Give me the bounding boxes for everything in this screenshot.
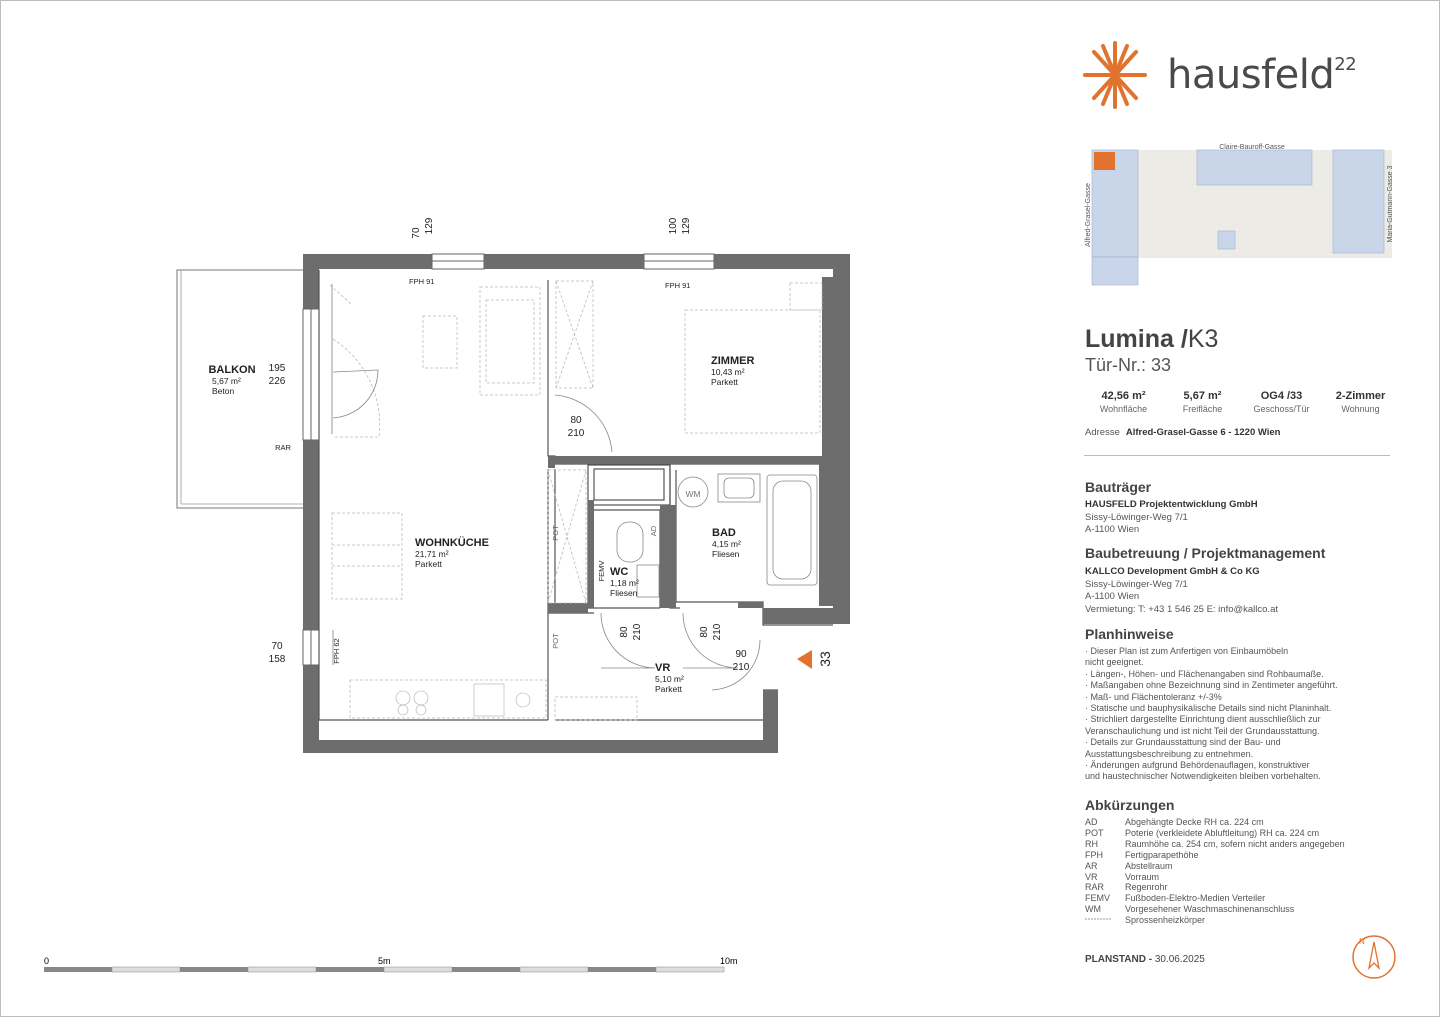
management-title: Baubetreuung / Projektmanagement xyxy=(1085,545,1326,561)
management-company: KALLCO Development GmbH & Co KG xyxy=(1085,566,1260,577)
street-top: Claire-Bauroff-Gasse xyxy=(1219,144,1285,151)
plan-note: · Dieser Plan ist zum Anfertigen von Einbaumöbeln xyxy=(1085,646,1289,656)
abbreviation-value: Raumhöhe ca. 254 cm, sofern nicht anders angegeben xyxy=(1125,838,1345,849)
management-contact: Vermietung: T: +43 1 546 25 E: info@kallco.at xyxy=(1085,603,1278,615)
radiators xyxy=(332,284,333,665)
door-zimmer-height: 210 xyxy=(567,428,585,439)
abbreviation-key: WM xyxy=(1085,904,1101,915)
scale-label-10m: 10m xyxy=(720,956,738,966)
abbreviation-row xyxy=(1085,904,1345,915)
plan-note: · Änderungen aufgrund Behördenauflagen, konstruktiver xyxy=(1085,760,1310,771)
abbreviation-key: RAR xyxy=(1085,882,1105,893)
abbreviation-key: VR xyxy=(1085,871,1098,882)
brand-superscript: 22 xyxy=(1334,53,1357,75)
key-fact-value: 2-Zimmer xyxy=(1335,390,1386,402)
plan-status-label: PLANSTAND - xyxy=(1085,954,1153,965)
plan-note: · Details zur Grundausstattung sind der Bau- und xyxy=(1085,737,1281,748)
wc-area: 1,18 m² xyxy=(610,578,639,588)
street-right: Maria-Gutmann-Gasse 3 xyxy=(1387,165,1394,243)
plan-note: · Maß- und Flächentoleranz +/-3% xyxy=(1085,691,1222,702)
divider xyxy=(1084,455,1390,456)
vr-floor: Parkett xyxy=(655,684,682,694)
developer-title: Bauträger xyxy=(1085,479,1152,495)
abbreviation-value: Fertigparapethöhe xyxy=(1125,849,1199,860)
building-right xyxy=(1333,150,1384,253)
plan-notes-list xyxy=(1085,646,1385,783)
site-plan xyxy=(1084,140,1394,290)
door-swings xyxy=(333,370,760,690)
entry-number: 33 xyxy=(817,651,833,667)
abbreviation-value: Fußboden-Elektro-Medien Verteiler xyxy=(1125,893,1266,904)
plan-note: Veranschaulichung und ist nicht Teil der Grundausstattung. xyxy=(1085,725,1320,736)
furniture xyxy=(330,281,822,720)
door-label: Tür-Nr.: xyxy=(1085,355,1146,375)
abbreviation-row xyxy=(1085,915,1345,926)
door-bad-width: 80 xyxy=(699,626,710,638)
door-number: 33 xyxy=(1151,355,1172,375)
plan-note: · Längen-, Höhen- und Flächenangaben sind Rohbaumaße. xyxy=(1085,668,1324,679)
building-small xyxy=(1218,231,1235,249)
developer-street: Sissy-Löwinger-Weg 7/1 xyxy=(1085,511,1188,523)
wc-name: WC xyxy=(610,566,629,578)
plan-status xyxy=(1085,954,1205,965)
address-value: Alfred-Grasel-Gasse 6 - 1220 Wien xyxy=(1125,427,1281,438)
abbreviation-row xyxy=(1085,861,1345,872)
vr-area: 5,10 m² xyxy=(655,674,684,684)
project-building: K3 xyxy=(1187,325,1219,353)
developer-info xyxy=(1085,499,1258,537)
abbreviation-value: Abgehängte Decke RH ca. 224 cm xyxy=(1125,817,1264,827)
fph-label-1: FPH 91 xyxy=(409,277,435,286)
interior-walls xyxy=(319,270,833,720)
bad-floor: Fliesen xyxy=(712,549,740,559)
key-fact-label: Wohnfläche xyxy=(1099,404,1148,414)
plan-status-date: 30.06.2025 xyxy=(1154,954,1205,965)
zimmer-name: ZIMMER xyxy=(711,355,755,367)
rar-label: RAR xyxy=(275,443,291,452)
femv-label: FEMV xyxy=(597,560,606,582)
fph-label-3: FPH 62 xyxy=(332,638,341,664)
balkon-door-height: 226 xyxy=(268,376,286,387)
compass-north-label: N xyxy=(1359,937,1365,946)
door-bad-height: 210 xyxy=(712,623,723,641)
key-fact-value: OG4 /33 xyxy=(1260,390,1303,402)
fph-label-2: FPH 91 xyxy=(665,281,691,290)
abbreviation-row xyxy=(1085,893,1345,904)
kitchen xyxy=(396,684,530,716)
zimmer-area: 10,43 m² xyxy=(711,367,745,377)
project-name: Lumina xyxy=(1085,325,1174,353)
scale-label-0: 0 xyxy=(44,956,50,966)
abbreviation-key: AR xyxy=(1085,860,1098,871)
abbreviations-list xyxy=(1085,817,1345,926)
abbreviation-value: Regenrohr xyxy=(1125,882,1168,893)
brand-wordmark xyxy=(1167,52,1356,98)
door-wc-width: 80 xyxy=(619,626,630,638)
abbreviation-key: FPH xyxy=(1085,849,1103,860)
key-fact xyxy=(1084,390,1163,414)
developer-city: A-1100 Wien xyxy=(1085,524,1140,535)
plan-note: und haustechnischer Notwendigkeiten bleiben vorbehalten. xyxy=(1085,771,1321,782)
balkon-door-width: 195 xyxy=(268,363,286,374)
window-1-width: 70 xyxy=(411,227,422,239)
compass-icon xyxy=(1349,932,1399,982)
management-city: A-1100 Wien xyxy=(1085,591,1140,602)
window-1-height: 129 xyxy=(424,217,435,235)
balkon-floor: Beton xyxy=(212,386,235,396)
key-fact xyxy=(1163,390,1242,414)
abbreviation-row xyxy=(1085,839,1345,850)
key-facts xyxy=(1084,390,1400,414)
street-left: Alfred-Grasel-Gasse xyxy=(1085,183,1092,247)
wohnkueche-floor: Parkett xyxy=(415,559,442,569)
key-fact-value: 5,67 m² xyxy=(1183,390,1222,402)
ad-label: AD xyxy=(649,525,658,537)
plan-note: nicht geeignet. xyxy=(1085,657,1144,668)
abbreviation-value: Poterie (verkleidete Abluftleitung) RH ca. 224 cm xyxy=(1125,827,1320,838)
wohnkueche-area: 21,71 m² xyxy=(415,549,449,559)
building-top xyxy=(1197,150,1312,185)
abbreviation-value: Vorgesehener Waschmaschinenanschluss xyxy=(1125,904,1295,915)
management-street: Sissy-Löwinger-Weg 7/1 xyxy=(1085,578,1188,590)
plan-note: Ausstattungsbeschreibung zu entnehmen. xyxy=(1085,748,1254,759)
door-zimmer-width: 80 xyxy=(570,415,582,426)
plan-note: · Strichliert dargestellte Einrichtung dient ausschließlich zur xyxy=(1085,714,1321,725)
door-entry-width: 90 xyxy=(735,649,747,660)
scale-bar xyxy=(44,955,744,985)
wm-label: WM xyxy=(685,489,701,499)
abbreviation-value: Abstellraum xyxy=(1125,860,1173,871)
plan-note: · Statische und bauphysikalische Details sind nicht Planinhalt. xyxy=(1085,703,1332,714)
pot-label-1: POT xyxy=(551,525,560,541)
apartment-location-marker xyxy=(1094,152,1115,170)
scale-label-5m: 5m xyxy=(378,956,391,966)
key-fact xyxy=(1242,390,1321,414)
balcony xyxy=(177,270,305,508)
abbreviation-key: AD xyxy=(1085,817,1098,827)
abbreviation-key: POT xyxy=(1085,827,1104,838)
window-living-height: 158 xyxy=(268,654,286,665)
building-left-lower xyxy=(1092,257,1138,285)
door-wc-height: 210 xyxy=(632,623,643,641)
balkon-area: 5,67 m² xyxy=(212,376,241,386)
abbreviation-row xyxy=(1085,817,1345,828)
zimmer-floor: Parkett xyxy=(711,377,738,387)
developer-company: HAUSFELD Projektentwicklung GmbH xyxy=(1085,499,1258,510)
plan-note: · Maßangaben ohne Bezeichnung sind in Zentimeter angeführt. xyxy=(1085,680,1338,691)
wohnkueche-name: WOHNKÜCHE xyxy=(415,537,489,549)
door-number-line xyxy=(1085,355,1171,376)
scale-segments xyxy=(44,967,724,972)
bad-name: BAD xyxy=(712,527,736,539)
abbreviations-title: Abkürzungen xyxy=(1085,797,1175,813)
door-entry-height: 210 xyxy=(732,662,750,673)
window-2-width: 100 xyxy=(668,217,679,235)
plan-notes-title: Planhinweise xyxy=(1085,626,1174,642)
pot-label-2: POT xyxy=(551,633,560,649)
brand-name: hausfeld xyxy=(1167,52,1335,98)
vr-name: VR xyxy=(655,662,671,674)
key-fact-label: Wohnung xyxy=(1341,404,1380,414)
asterisk-logo-icon xyxy=(1085,43,1145,107)
abbreviation-key: RH xyxy=(1085,838,1098,849)
key-fact-value: 42,56 m² xyxy=(1101,390,1146,402)
abbreviation-key: FEMV xyxy=(1085,893,1111,904)
address xyxy=(1085,427,1280,438)
window-living-width: 70 xyxy=(271,641,283,652)
key-fact xyxy=(1321,390,1400,414)
entry-marker xyxy=(797,650,812,669)
key-fact-label: Freifläche xyxy=(1182,404,1223,414)
abbreviation-row xyxy=(1085,882,1345,893)
management-info xyxy=(1085,566,1278,616)
address-label: Adresse xyxy=(1085,427,1120,438)
project-title: Lumina /K3 xyxy=(1085,325,1219,353)
window-2-height: 129 xyxy=(681,217,692,235)
abbreviation-row xyxy=(1085,872,1345,883)
abbreviation-row xyxy=(1085,850,1345,861)
balkon-name: BALKON xyxy=(208,364,256,376)
radiator-symbol-icon xyxy=(1085,915,1125,926)
bad-area: 4,15 m² xyxy=(712,539,741,549)
abbreviation-value: Vorraum xyxy=(1125,871,1160,882)
abbreviation-value: Sprossenheizkörper xyxy=(1125,915,1206,926)
wc-floor: Fliesen xyxy=(610,588,638,598)
key-fact-label: Geschoss/Tür xyxy=(1253,404,1310,414)
abbreviation-row xyxy=(1085,828,1345,839)
